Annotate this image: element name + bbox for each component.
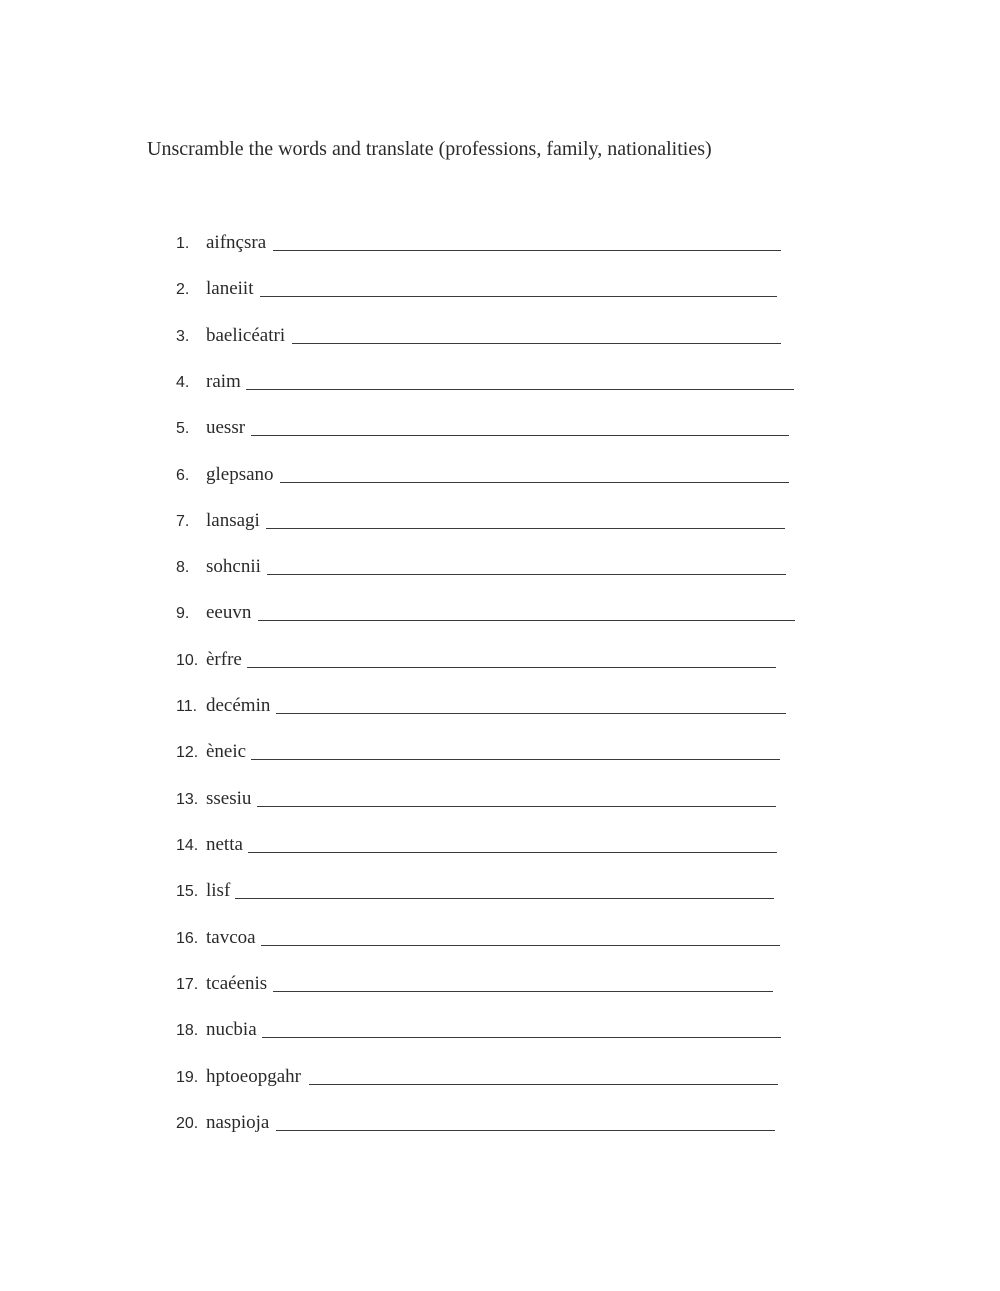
answer-blank[interactable] [273, 250, 781, 251]
item-number: 19. [176, 1069, 199, 1086]
item-number: 20. [176, 1115, 199, 1132]
answer-blank[interactable] [267, 574, 786, 575]
scrambled-word: baelicéatri [206, 325, 286, 346]
item-number: 7. [176, 513, 190, 530]
scrambled-word: netta [206, 834, 243, 855]
scrambled-word: laneiit [206, 278, 254, 299]
answer-blank[interactable] [276, 713, 786, 714]
scrambled-word: decémin [206, 695, 271, 716]
item-number: 2. [176, 281, 190, 298]
scrambled-word: eeuvn [206, 602, 252, 623]
answer-blank[interactable] [280, 482, 789, 483]
answer-blank[interactable] [258, 620, 795, 621]
item-number: 10. [176, 652, 199, 669]
item-number: 12. [176, 744, 199, 761]
item-number: 13. [176, 791, 199, 808]
answer-blank[interactable] [251, 435, 789, 436]
item-number: 8. [176, 559, 190, 576]
answer-blank[interactable] [266, 528, 785, 529]
answer-blank[interactable] [273, 991, 773, 992]
scrambled-word: tcaéenis [206, 973, 268, 994]
answer-blank[interactable] [235, 898, 774, 899]
item-number: 4. [176, 374, 190, 391]
scrambled-word: uessr [206, 417, 246, 438]
answer-blank[interactable] [262, 1037, 781, 1038]
answer-blank[interactable] [251, 759, 780, 760]
item-number: 14. [176, 837, 199, 854]
item-number: 17. [176, 976, 199, 993]
scrambled-word: lisf [206, 880, 231, 901]
answer-blank[interactable] [261, 945, 780, 946]
scrambled-word: hptoeopgahr [206, 1066, 301, 1087]
scrambled-word: naspioja [206, 1112, 270, 1133]
scrambled-word: ssesiu [206, 788, 252, 809]
item-number: 3. [176, 328, 190, 345]
scrambled-word: lansagi [206, 510, 260, 531]
scrambled-word: èneic [206, 741, 247, 762]
answer-blank[interactable] [247, 667, 776, 668]
answer-blank[interactable] [248, 852, 777, 853]
item-number: 18. [176, 1022, 199, 1039]
item-number: 11. [176, 698, 198, 715]
answer-blank[interactable] [292, 343, 781, 344]
scrambled-word: aifnçsra [206, 232, 267, 253]
instructions-text: Unscramble the words and translate (professions, family, nationalities) [147, 138, 712, 160]
scrambled-word: sohcnii [206, 556, 261, 577]
answer-blank[interactable] [246, 389, 794, 390]
scrambled-word: èrfre [206, 649, 242, 670]
scrambled-word: glepsano [206, 464, 274, 485]
answer-blank[interactable] [260, 296, 777, 297]
item-number: 9. [176, 605, 190, 622]
scrambled-word: tavcoa [206, 927, 256, 948]
item-number: 15. [176, 883, 199, 900]
answer-blank[interactable] [257, 806, 776, 807]
answer-blank[interactable] [276, 1130, 775, 1131]
scrambled-word: nucbia [206, 1019, 257, 1040]
item-number: 1. [176, 235, 190, 252]
item-number: 16. [176, 930, 199, 947]
answer-blank[interactable] [309, 1084, 778, 1085]
item-number: 5. [176, 420, 190, 437]
item-number: 6. [176, 467, 190, 484]
scrambled-word: raim [206, 371, 241, 392]
